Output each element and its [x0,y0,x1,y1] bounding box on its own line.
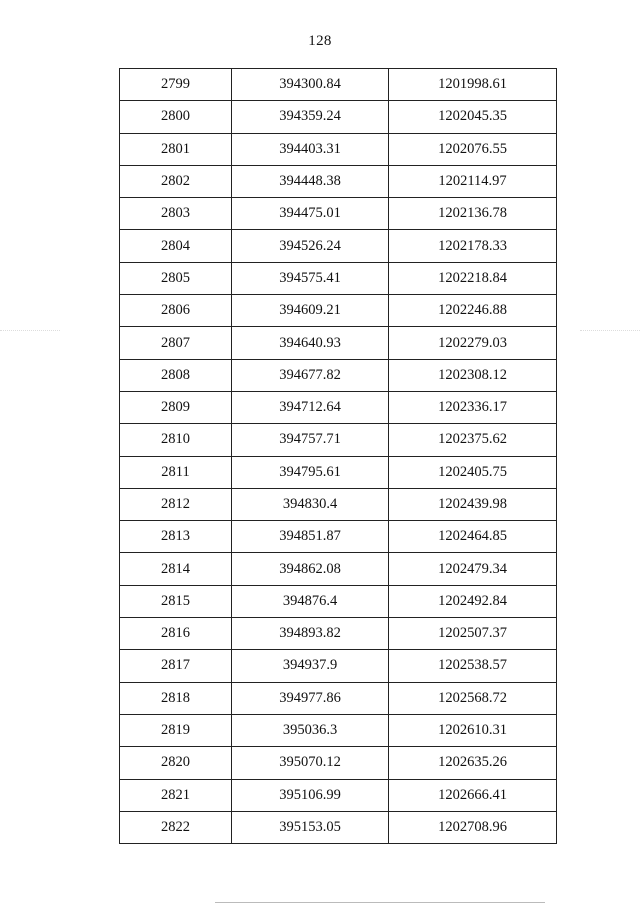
table-row [120,295,557,327]
table-row [120,714,557,746]
x-coordinate-cell: 395153.05 [232,811,389,843]
y-coordinate-cell: 1202479.34 [389,553,557,585]
y-coordinate-cell: 1202568.72 [389,682,557,714]
table-row [120,198,557,230]
x-coordinate-cell: 394403.31 [232,133,389,165]
x-coordinate-cell: 395106.99 [232,779,389,811]
point-number-cell: 2804 [120,230,232,262]
y-coordinate-cell: 1202666.41 [389,779,557,811]
x-coordinate-cell: 394893.82 [232,618,389,650]
point-number-cell: 2809 [120,391,232,423]
table-row [120,618,557,650]
point-number-cell: 2815 [120,585,232,617]
point-number-cell: 2801 [120,133,232,165]
x-coordinate-cell: 394862.08 [232,553,389,585]
point-number-cell: 2822 [120,811,232,843]
point-number-cell: 2818 [120,682,232,714]
x-coordinate-cell: 394359.24 [232,101,389,133]
x-coordinate-cell: 394475.01 [232,198,389,230]
x-coordinate-cell: 394300.84 [232,69,389,101]
coordinate-table-body [120,69,557,844]
x-coordinate-cell: 394640.93 [232,327,389,359]
x-coordinate-cell: 394526.24 [232,230,389,262]
point-number-cell: 2800 [120,101,232,133]
point-number-cell: 2807 [120,327,232,359]
point-number-cell: 2808 [120,359,232,391]
y-coordinate-cell: 1202538.57 [389,650,557,682]
point-number-cell: 2820 [120,747,232,779]
table-row [120,553,557,585]
point-number-cell: 2816 [120,618,232,650]
point-number-cell: 2814 [120,553,232,585]
table-row [120,682,557,714]
table-row [120,359,557,391]
x-coordinate-cell: 394448.38 [232,165,389,197]
y-coordinate-cell: 1202375.62 [389,424,557,456]
y-coordinate-cell: 1202635.26 [389,747,557,779]
table-row [120,585,557,617]
point-number-cell: 2813 [120,521,232,553]
x-coordinate-cell: 394609.21 [232,295,389,327]
x-coordinate-cell: 395036.3 [232,714,389,746]
y-coordinate-cell: 1202136.78 [389,198,557,230]
coordinate-table [119,68,557,844]
y-coordinate-cell: 1202246.88 [389,295,557,327]
x-coordinate-cell: 394575.41 [232,262,389,294]
y-coordinate-cell: 1202178.33 [389,230,557,262]
scan-margin-mark-left [0,330,60,331]
x-coordinate-cell: 394757.71 [232,424,389,456]
y-coordinate-cell: 1202308.12 [389,359,557,391]
point-number-cell: 2799 [120,69,232,101]
y-coordinate-cell: 1202405.75 [389,456,557,488]
table-row [120,101,557,133]
scan-margin-mark-right [580,330,640,331]
y-coordinate-cell: 1202218.84 [389,262,557,294]
page-number: 128 [308,33,332,49]
table-row [120,747,557,779]
y-coordinate-cell: 1202610.31 [389,714,557,746]
y-coordinate-cell: 1202439.98 [389,488,557,520]
table-row [120,391,557,423]
point-number-cell: 2802 [120,165,232,197]
y-coordinate-cell: 1202492.84 [389,585,557,617]
y-coordinate-cell: 1202279.03 [389,327,557,359]
point-number-cell: 2806 [120,295,232,327]
table-row [120,69,557,101]
table-row [120,811,557,843]
y-coordinate-cell: 1202708.96 [389,811,557,843]
table-row [120,488,557,520]
y-coordinate-cell: 1202464.85 [389,521,557,553]
x-coordinate-cell: 394795.61 [232,456,389,488]
point-number-cell: 2812 [120,488,232,520]
table-row [120,230,557,262]
table-row [120,650,557,682]
y-coordinate-cell: 1202076.55 [389,133,557,165]
x-coordinate-cell: 395070.12 [232,747,389,779]
y-coordinate-cell: 1202507.37 [389,618,557,650]
table-row [120,424,557,456]
x-coordinate-cell: 394876.4 [232,585,389,617]
point-number-cell: 2805 [120,262,232,294]
table-row [120,521,557,553]
point-number-cell: 2819 [120,714,232,746]
table-row [120,456,557,488]
x-coordinate-cell: 394977.86 [232,682,389,714]
x-coordinate-cell: 394712.64 [232,391,389,423]
table-row [120,779,557,811]
table-row [120,165,557,197]
point-number-cell: 2803 [120,198,232,230]
point-number-cell: 2811 [120,456,232,488]
y-coordinate-cell: 1202114.97 [389,165,557,197]
x-coordinate-cell: 394851.87 [232,521,389,553]
point-number-cell: 2817 [120,650,232,682]
table-row [120,262,557,294]
x-coordinate-cell: 394677.82 [232,359,389,391]
y-coordinate-cell: 1202045.35 [389,101,557,133]
table-row [120,327,557,359]
point-number-cell: 2821 [120,779,232,811]
y-coordinate-cell: 1202336.17 [389,391,557,423]
scan-edge-line [215,902,545,903]
point-number-cell: 2810 [120,424,232,456]
y-coordinate-cell: 1201998.61 [389,69,557,101]
table-row [120,133,557,165]
x-coordinate-cell: 394830.4 [232,488,389,520]
x-coordinate-cell: 394937.9 [232,650,389,682]
